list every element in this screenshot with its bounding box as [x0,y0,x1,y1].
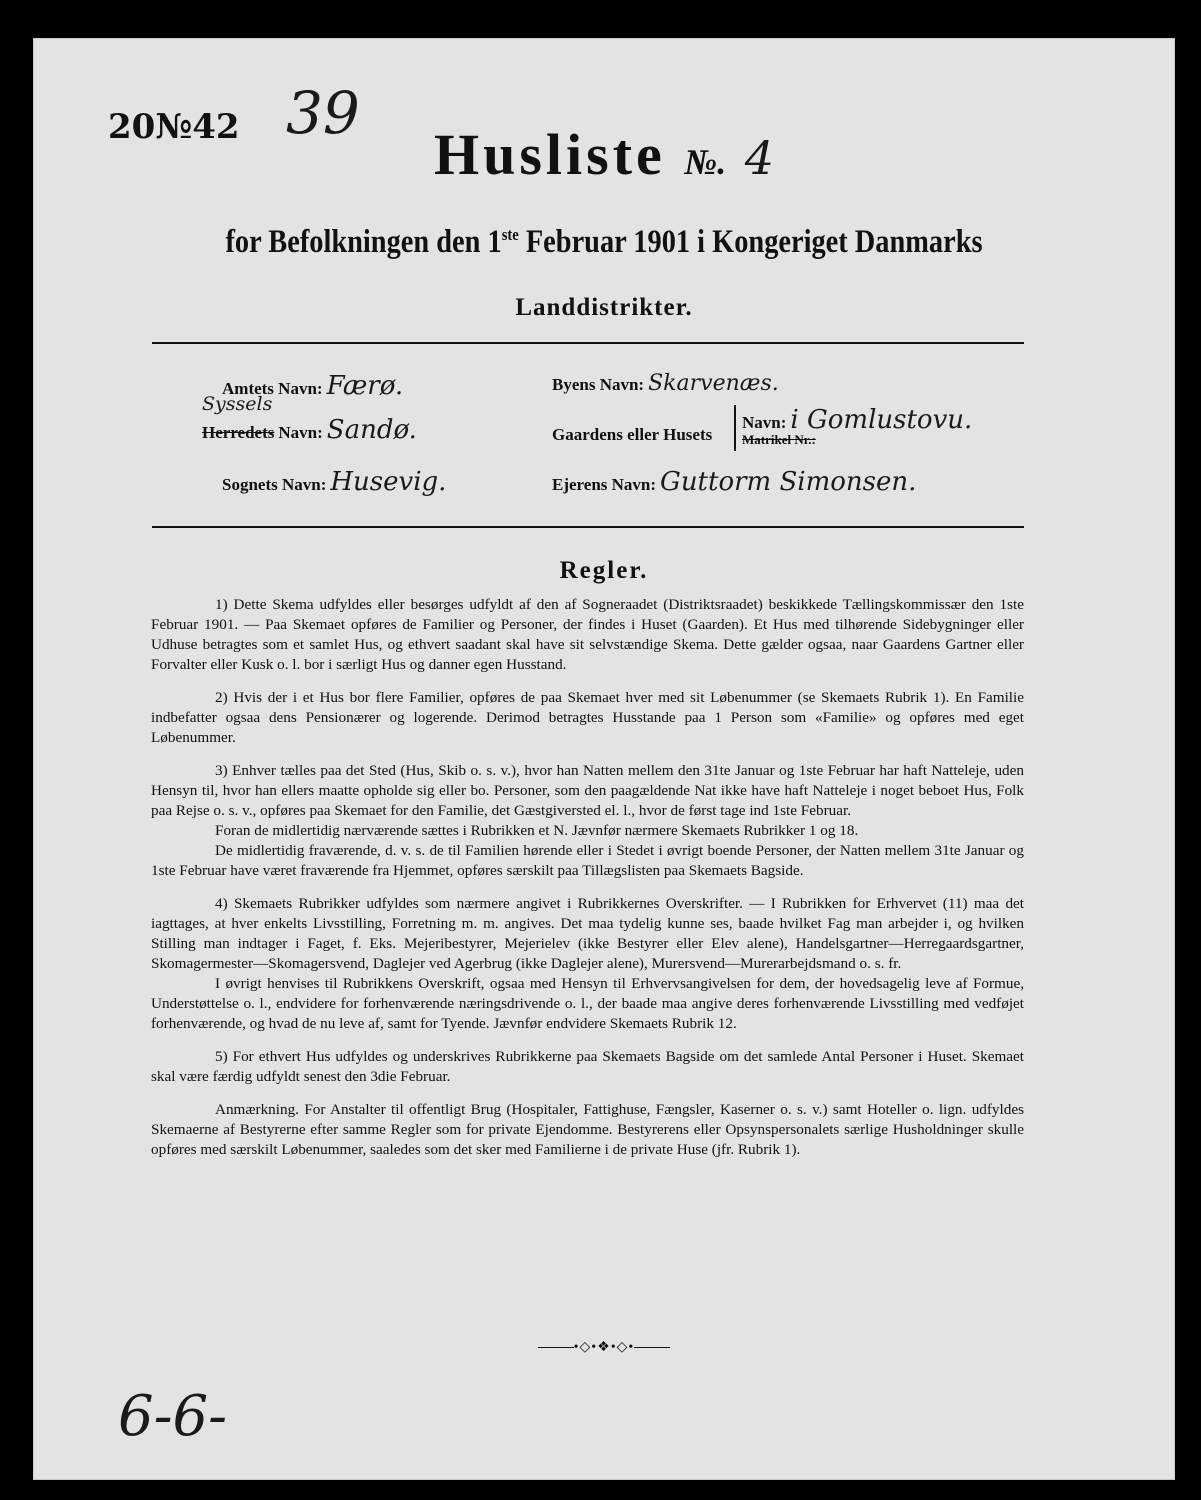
herred-field [202,415,417,445]
rule-3-note-n: Foran de midlertidig nærværende sættes i Rubrikken et N. Jævnfør nærmere Skemaets Rubrikker 1 og 18. [215,822,859,839]
sogn-field [222,467,446,497]
note-anmaerkning: Anmærkning. For Anstalter til offentligt Brug (Hospitaler, Fattighuse, Fængsler, Kaserner o. s. v.) samt Hoteller o. lign. udfyldes Skemaerne af Bestyrerne efter samme Regler som for private Ejendomme. Bestyrerens eller Opsynspersonalets særlige Husholdninger skulle opføres med særskilt Løbenummer, saaledes som det sker med Familierne i de private Huse (jfr. Rubrik 1). [151,1101,1024,1158]
ejer-value: Guttorm Simonsen. [660,467,917,497]
amt-value: Færø. [326,371,404,401]
rule-3: 3) Enhver tælles paa det Sted (Hus, Skib o. s. v.), hvor han Natten mellem den 31te Januar og 1ste Februar har haft Natteleje, uden Hensyn til, hvor han ellers maatte opholde sig eller bo. Personer, som den paagældende Nat ikke have haft Natteleje i noget beboet Hus, Folk paa Rejse o. s. v., opføres paa Skemaet for den Familie, det Gæstgiversted el. l., hvor de først tage ind 1ste Februar. [151,762,1024,819]
divider-top [152,342,1024,344]
sogn-value: Husevig. [330,467,447,497]
rule-2: 2) Hvis der i et Hus bor flere Familier, opføres de paa Skemaet hver med sit Løbenummer (se Skemaets Rubrik 1). En Familie indbefatter ogsaa dens Pensionærer og logerende. Derimod betragtes Husstande paa 1 Person som «Familie» og opføres med eget Løbenummer. [151,689,1024,746]
page-title [34,121,1174,188]
subtitle-part-1: for Befolkningen den 1 [225,224,502,260]
rules-body [151,595,1024,1173]
ejer-field [552,467,916,497]
title-number-symbol: №. [684,142,727,182]
herred-value: Sandø. [326,415,417,445]
rule-3-absent: De midlertidig fraværende, d. v. s. de til Familien hørende eller i Stedet i øvrigt boende Personer, der Natten mellem 31te Januar og 1ste Februar have været fraværende fra Hjemmet, opføres særskilt paa Tillægslisten paa Skemaets Bagside. [151,842,1024,879]
ejer-label: Ejerens Navn: [552,475,657,494]
title-word: Husliste [433,122,666,187]
matrikel-struck-label: Matrikel Nr.: [742,432,816,447]
rules-heading: Regler. [559,557,649,584]
handwritten-page-mark: 6-6- [118,1384,228,1449]
amt-label: Amtets Navn: [222,379,323,398]
archive-stamp: 20№42 [108,107,240,147]
ornament-glyphs: •◇•❖•◇• [573,1340,635,1355]
gaard-label: Gaardens eller Husets [552,425,713,444]
by-label: Byens Navn: [552,375,645,394]
subtitle-superscript: ste [501,225,519,244]
title-handwritten-number: 4 [744,131,775,185]
divider-bottom [152,526,1024,528]
gaard-subfields [734,405,972,451]
handwritten-number: 39 [286,79,360,147]
gaard-field [552,425,712,445]
district-type: Landdistrikter. [515,294,693,321]
by-field [552,371,779,396]
gaard-navn-label: Navn: [742,413,787,432]
rule-5: 5) For ethvert Hus udfyldes og underskrives Rubrikkerne paa Skemaets Bagside om det samlede Antal Personer i Huset. Skemaet skal være færdig udfyldt senest den 3die Februar. [151,1048,1024,1085]
rule-4: 4) Skemaets Rubrikker udfyldes som nærmere angivet i Rubrikkernes Overskrifter. — I Rubrikken for Erhvervet (11) maa det iagttages, at hver enkelts Livsstilling, Forretning m. m. angives. Det maa tydelig kunne ses, baade hvilket Fag man arbejder i, og hvilken Stilling man indtager i Faget, f. Eks. Mejeribestyrer, Mejerielev (ikke Bestyrer eller Elev alene), Handelsgartner—Herregaardsgartner, Skomagermester—Skomagersvend, Daglejer ved Agerbrug (ikke Daglejer alene), Murersvend—Murerarbejdsmand o. s. fr. [151,895,1024,972]
sogn-label: Sognets Navn: [222,475,327,494]
herred-struck-label: Herredets [202,423,275,442]
rule-4-note: I øvrigt henvises til Rubrikkens Overskrift, ogsaa med Hensyn til Erhvervsangivelsen for dem, der hovedsagelig leve af Formue, Understøttelse o. l., endvidere for forhenværende næringsdrivende o. l., der baade maa angive deres forhenværende Livsstilling med vedføjet forhenværende, og hvad de nu leve af, samt for Tyende. Jævnfør endvidere Skemaets Rubrik 12. [151,975,1024,1032]
sysle-handwritten-label: Syssels [202,393,273,415]
subtitle-part-2: Februar 1901 i Kongeriget Danmarks [518,224,983,260]
rule-1: 1) Dette Skema udfyldes eller besørges udfyldt af den af Sogneraadet (Distriktsraadet) beskikkede Tællingskommissær den 1ste Februar 1901. — Paa Skemaet opføres de Familier og Personer, der findes i Huset (Gaarden). Et Hus med tilhørende Sidebygninger eller Udhuse betragtes som et samlet Hus, og ethvert saadant skal have sit selvstændige Skema. Dette gælder ogsaa, naar Gaardens Gartner eller Forvalter eller Kusk o. l. bor i særligt Hus og danner egen Husstand. [151,596,1024,673]
gaard-navn-value: i Gomlustovu. [790,405,973,435]
herred-label: Navn: [278,423,323,442]
subtitle [114,224,1094,261]
document-page [33,38,1175,1480]
ornament-divider [34,1339,1174,1356]
by-value: Skarvenæs. [648,371,779,396]
